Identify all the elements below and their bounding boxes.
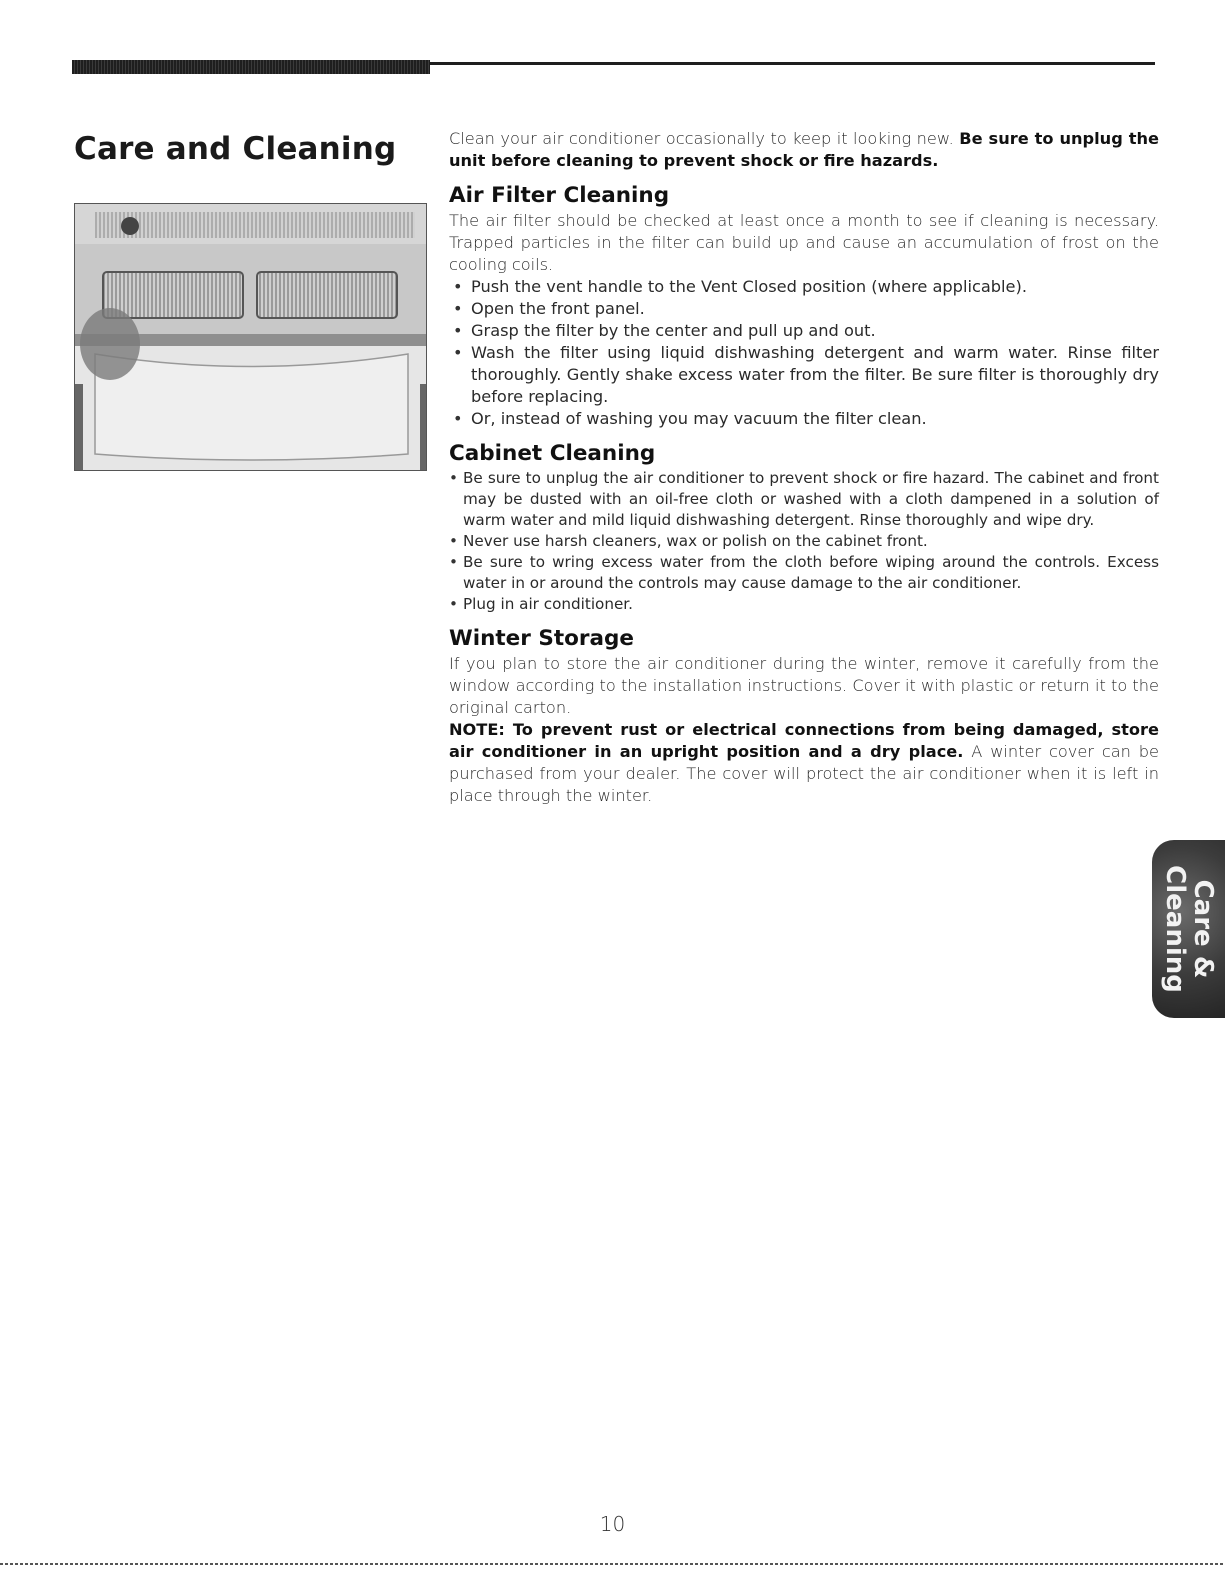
bottom-rule: [0, 1563, 1225, 1565]
header-rule: [430, 62, 1155, 65]
list-item: • Wash the filter using liquid dishwashing detergent and warm water. Rinse filter thoroughly. Gently shake excess water from the filter. Be sure filter is thoroughly dry before replacing.: [449, 342, 1159, 408]
section-side-tab: [1152, 840, 1225, 1018]
cabinet-steps: [449, 468, 1159, 615]
filter-removal-photo: [74, 203, 427, 471]
list-item: • Or, instead of washing you may vacuum the filter clean.: [449, 408, 1159, 430]
air-conditioner-illustration: [75, 204, 427, 471]
list-item: • Be sure to unplug the air conditioner to prevent shock or fire hazard. The cabinet and front may be dusted with an oil-free cloth or washed with a cloth dampened in a solution of warm water and mild liquid dishwashing detergent. Rinse thoroughly and wipe dry.: [449, 468, 1159, 531]
list-item: • Never use harsh cleaners, wax or polish on the cabinet front.: [449, 531, 1159, 552]
list-item: • Be sure to wring excess water from the cloth before wiping around the controls. Excess water in or around the controls may cause damage to the air conditioner.: [449, 552, 1159, 594]
winter-note: [449, 719, 1159, 807]
note-bold: NOTE: To prevent rust or electrical connections from being damaged, store air conditioner in an upright position and a dry place.: [449, 720, 1159, 761]
header-bar-thick: [72, 60, 430, 74]
air-filter-paragraph: The air filter should be checked at least once a month to see if cleaning is necessary. Trapped particles in the filter can build up and cause an accumulation of frost on the cooling coils.: [449, 211, 1159, 274]
list-item: • Open the front panel.: [449, 298, 1159, 320]
cabinet-heading: Cabinet Cleaning: [449, 441, 656, 466]
side-tab-line-2: Cleaning: [1159, 865, 1190, 993]
note-text: A winter cover can be purchased from your dealer. The cover will protect the air conditioner when it is left in place through the winter.: [449, 742, 1159, 805]
page-number: 10: [599, 1512, 626, 1536]
winter-heading: Winter Storage: [449, 626, 634, 651]
side-tab-label: [1161, 865, 1217, 993]
intro-warning: Be sure to unplug the unit before cleaning to prevent shock or fire hazards.: [449, 129, 1159, 170]
main-content: [449, 128, 1159, 807]
page-title: Care and Cleaning: [74, 131, 397, 167]
air-filter-steps: [449, 276, 1159, 430]
winter-paragraph: If you plan to store the air conditioner during the winter, remove it carefully from the window according to the installation instructions. Cover it with plastic or return it to the original carton.: [449, 654, 1159, 717]
air-filter-heading: Air Filter Cleaning: [449, 183, 670, 208]
side-tab-line-1: Care &: [1187, 879, 1218, 979]
intro-text: Clean your air conditioner occasionally to keep it looking new.: [449, 129, 960, 148]
list-item: • Push the vent handle to the Vent Closed position (where applicable).: [449, 276, 1159, 298]
list-item: • Plug in air conditioner.: [449, 594, 1159, 615]
list-item: • Grasp the filter by the center and pull up and out.: [449, 320, 1159, 342]
intro-paragraph: [449, 128, 1159, 172]
